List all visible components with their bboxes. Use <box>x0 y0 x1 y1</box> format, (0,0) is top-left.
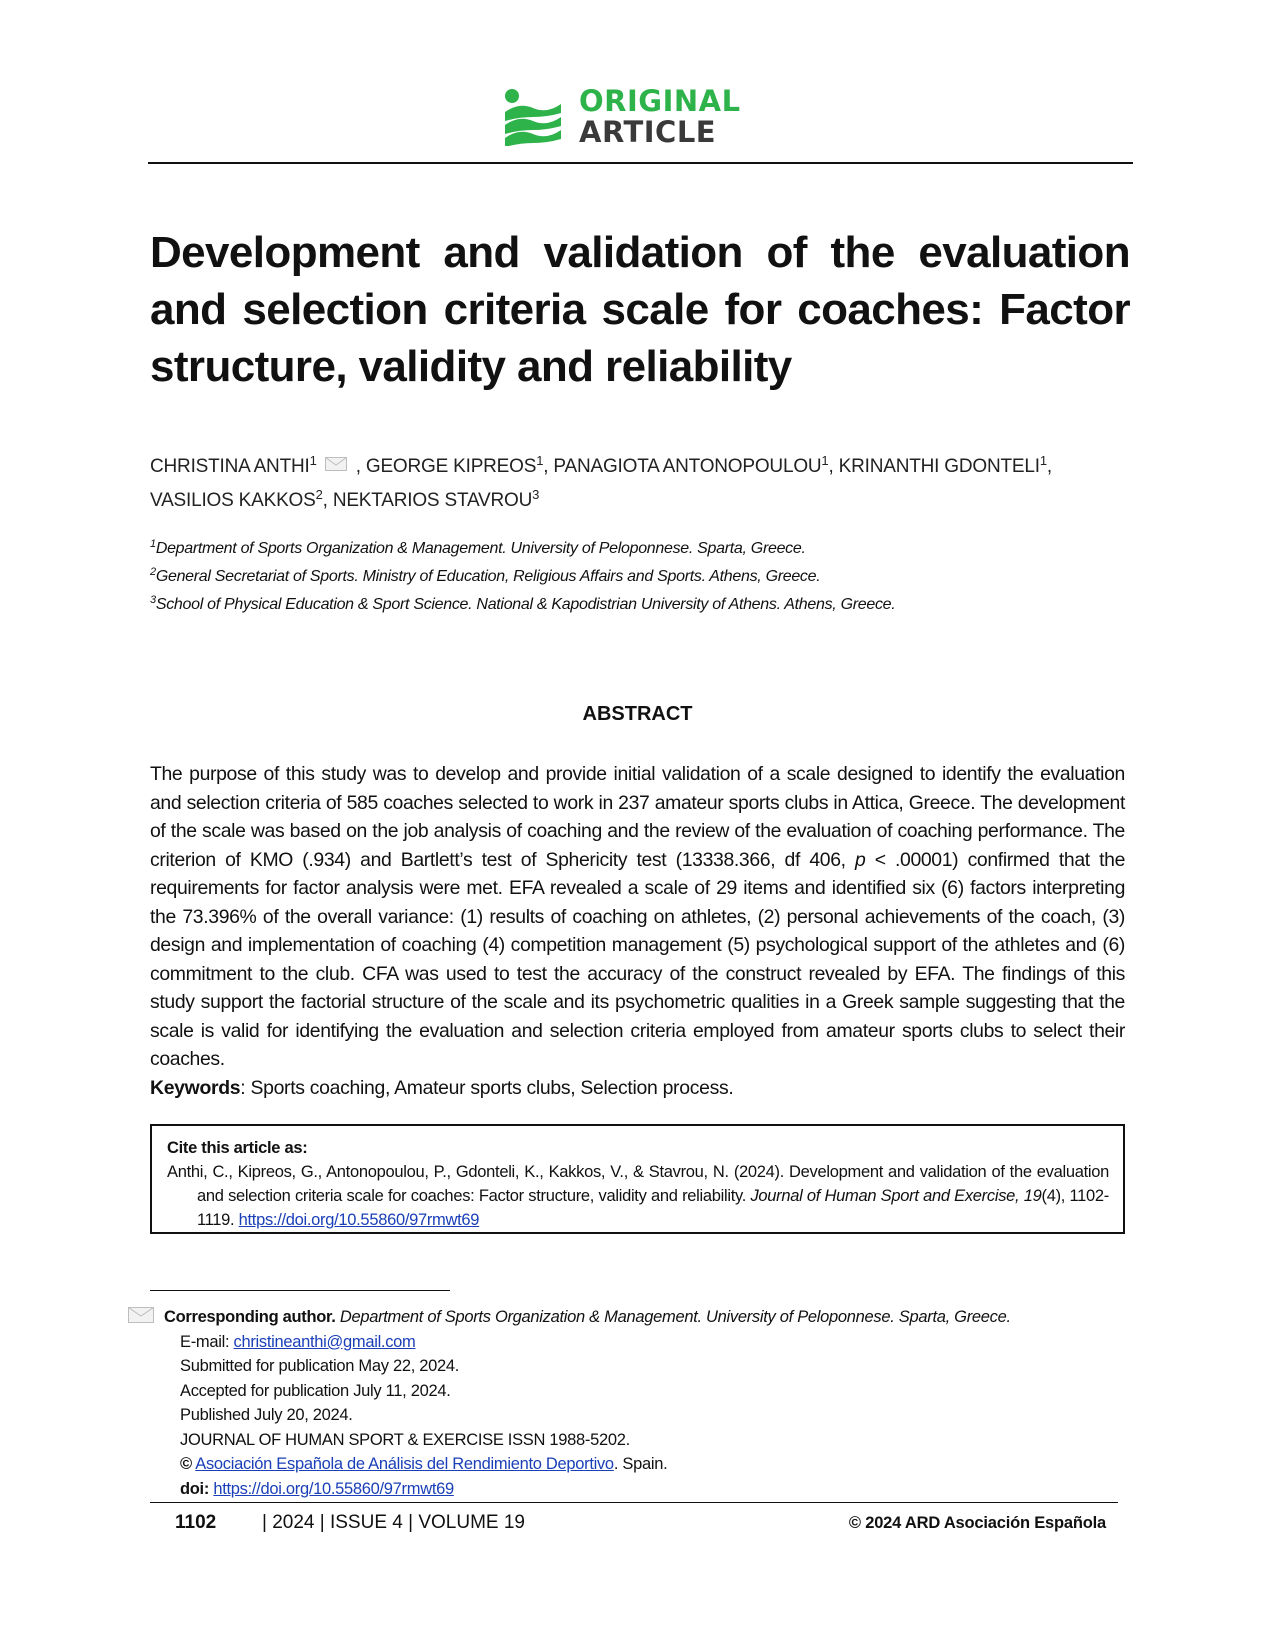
corresponding-author-label: Corresponding author. <box>164 1308 336 1326</box>
doi-line <box>150 1477 1140 1502</box>
accepted-date: Accepted for publication July 11, 2024. <box>180 1381 451 1400</box>
abstract-text-part2: < .00001) confirmed that the requirements for factor analysis were met. EFA revealed a scale of 29 items and identified six (6) factors interpreting the 73.396% of the overall variance: (1) results of coaching on athletes, (2) personal achievements of the coach, (3) design and implementation of coaching (4) competition management (5) psychological support of the athletes and (6) commitment to the club. CFA was used to test the accuracy of the construct revealed by EFA. The findings of this study support the factorial structure of the scale and its psychometric qualities in a Greek sample suggesting that the scale is valid for identifying the evaluation and selection criteria employed from amateur sports clubs to select their coaches. <box>150 848 1126 1070</box>
logo-line-article: ARTICLE <box>579 115 717 149</box>
author-affiliation-number: 1 <box>1039 453 1047 468</box>
copyright-line <box>150 1452 1140 1477</box>
copyright-suffix: . Spain. <box>613 1455 668 1473</box>
abstract-heading: ABSTRACT <box>582 703 693 725</box>
doi-link[interactable]: https://doi.org/10.55860/97rmwt69 <box>213 1479 454 1498</box>
issue-info: | 2024 | ISSUE 4 | VOLUME 19 <box>262 1512 525 1533</box>
affiliation-number: 1 <box>150 538 156 550</box>
citation-label: Cite this article as: <box>167 1139 308 1157</box>
affiliation-item <box>150 563 1130 591</box>
email-label: E-mail: <box>180 1332 234 1351</box>
citation-journal: Journal of Human Sport and Exercise, 19 <box>750 1187 1042 1205</box>
affiliation-item <box>150 535 1130 563</box>
author-name: GEORGE KIPREOS <box>365 456 537 477</box>
copyright-symbol: © <box>180 1455 192 1473</box>
affiliation-number: 2 <box>150 566 156 578</box>
logo-text <box>579 86 741 148</box>
p-value-symbol: p <box>854 848 866 871</box>
author-name: CHRISTINA ANTHI <box>150 456 310 477</box>
citation-doi-link[interactable]: https://doi.org/10.55860/97rmwt69 <box>238 1211 480 1229</box>
author-separator: , <box>322 490 333 511</box>
affiliation-text: Department of Sports Organization & Management. University of Peloponnese. Sparta, Greece. <box>155 540 806 557</box>
abstract-body <box>150 760 1125 1074</box>
envelope-icon <box>128 1307 154 1323</box>
header-rule <box>148 162 1133 164</box>
keywords-line <box>150 1074 1125 1102</box>
envelope-icon[interactable] <box>325 457 347 471</box>
journal-issn: JOURNAL OF HUMAN SPORT & EXERCISE ISSN 1988-5202. <box>180 1430 630 1449</box>
corresponding-author-address: Department of Sports Organization & Management. University of Peloponnese. Sparta, Greece. <box>335 1308 1011 1326</box>
abstract-text-part1: The purpose of this study was to develop and provide initial validation of a scale designed to identify the evaluation and selection criteria of 585 coaches selected to work in 237 amateur sports clubs in Attica, Greece. The development of the scale was based on the job analysis of coaching and the review of the evaluation of coaching performance. The criterion of KMO (.934) and Bartlett’s test of Sphericity test (13338.366, df 406, <box>150 763 1125 871</box>
doi-label: doi: <box>180 1479 210 1498</box>
page-footer <box>150 1512 1118 1538</box>
published-date: Published July 20, 2024. <box>180 1406 353 1424</box>
correspondence-block <box>150 1305 1140 1501</box>
logo-line-original: ORIGINAL <box>579 84 741 118</box>
author-name: VASILIOS KAKKOS <box>150 490 316 511</box>
author-separator: , <box>350 456 366 477</box>
affiliation-number: 3 <box>150 594 156 606</box>
citation-box <box>150 1124 1125 1234</box>
affiliation-text: School of Physical Education & Sport Science. National & Kapodistrian University of Athens. Athens, Greece. <box>155 596 896 613</box>
author-name: PANAGIOTA ANTONOPOULOU <box>553 456 822 477</box>
author-affiliation-number: 3 <box>532 487 540 502</box>
author-affiliation-number: 1 <box>309 453 317 468</box>
email-link[interactable]: christineanthi@gmail.com <box>233 1332 416 1351</box>
keywords-label: Keywords <box>150 1077 241 1099</box>
author-affiliation-number: 1 <box>821 453 829 468</box>
author-name: NEKTARIOS STAVROU <box>332 490 533 511</box>
footnote-rule <box>150 1290 450 1291</box>
email-line <box>150 1330 1140 1355</box>
affiliation-text: General Secretariat of Sports. Ministry of Education, Religious Affairs and Sports. Athens, Greece. <box>155 568 821 585</box>
corresponding-author-line <box>150 1305 1140 1330</box>
citation-text <box>167 1160 1109 1232</box>
citation-authors-title: Anthi, C., Kipreos, G., Antonopoulou, P., Gdonteli, K., Kakkos, V., & Stavrou, N. (2024). Development and validation of the evaluation and selection criteria scale for coaches: Factor structure, validity and reliability. <box>167 1163 1109 1205</box>
author-separator: , <box>1046 456 1052 477</box>
affiliation-item <box>150 591 1130 619</box>
citation-pages: (4), 1102-1119. <box>197 1187 1109 1229</box>
journal-logo <box>503 84 783 150</box>
author-affiliation-number: 2 <box>315 487 323 502</box>
affiliation-list <box>150 535 1130 619</box>
association-link[interactable]: Asociación Española de Análisis del Rendimiento Deportivo <box>195 1455 614 1473</box>
submitted-date: Submitted for publication May 22, 2024. <box>180 1357 460 1375</box>
footer-copyright: © 2024 ARD Asociación Española <box>848 1514 1106 1532</box>
author-separator: , <box>828 456 839 477</box>
author-affiliation-number: 1 <box>536 453 544 468</box>
keywords-text: : Sports coaching, Amateur sports clubs, Selection process. <box>240 1077 734 1099</box>
footer-rule <box>150 1502 1118 1503</box>
author-separator: , <box>543 456 554 477</box>
article-title: Development and validation of the evaluation and selection criteria scale for coaches: Factor structure, validity and reliability <box>150 228 1130 391</box>
page-number: 1102 <box>175 1512 217 1533</box>
author-list <box>150 450 1130 518</box>
stripes-logo-icon <box>503 88 563 146</box>
author-name: KRINANTHI GDONTELI <box>838 456 1040 477</box>
